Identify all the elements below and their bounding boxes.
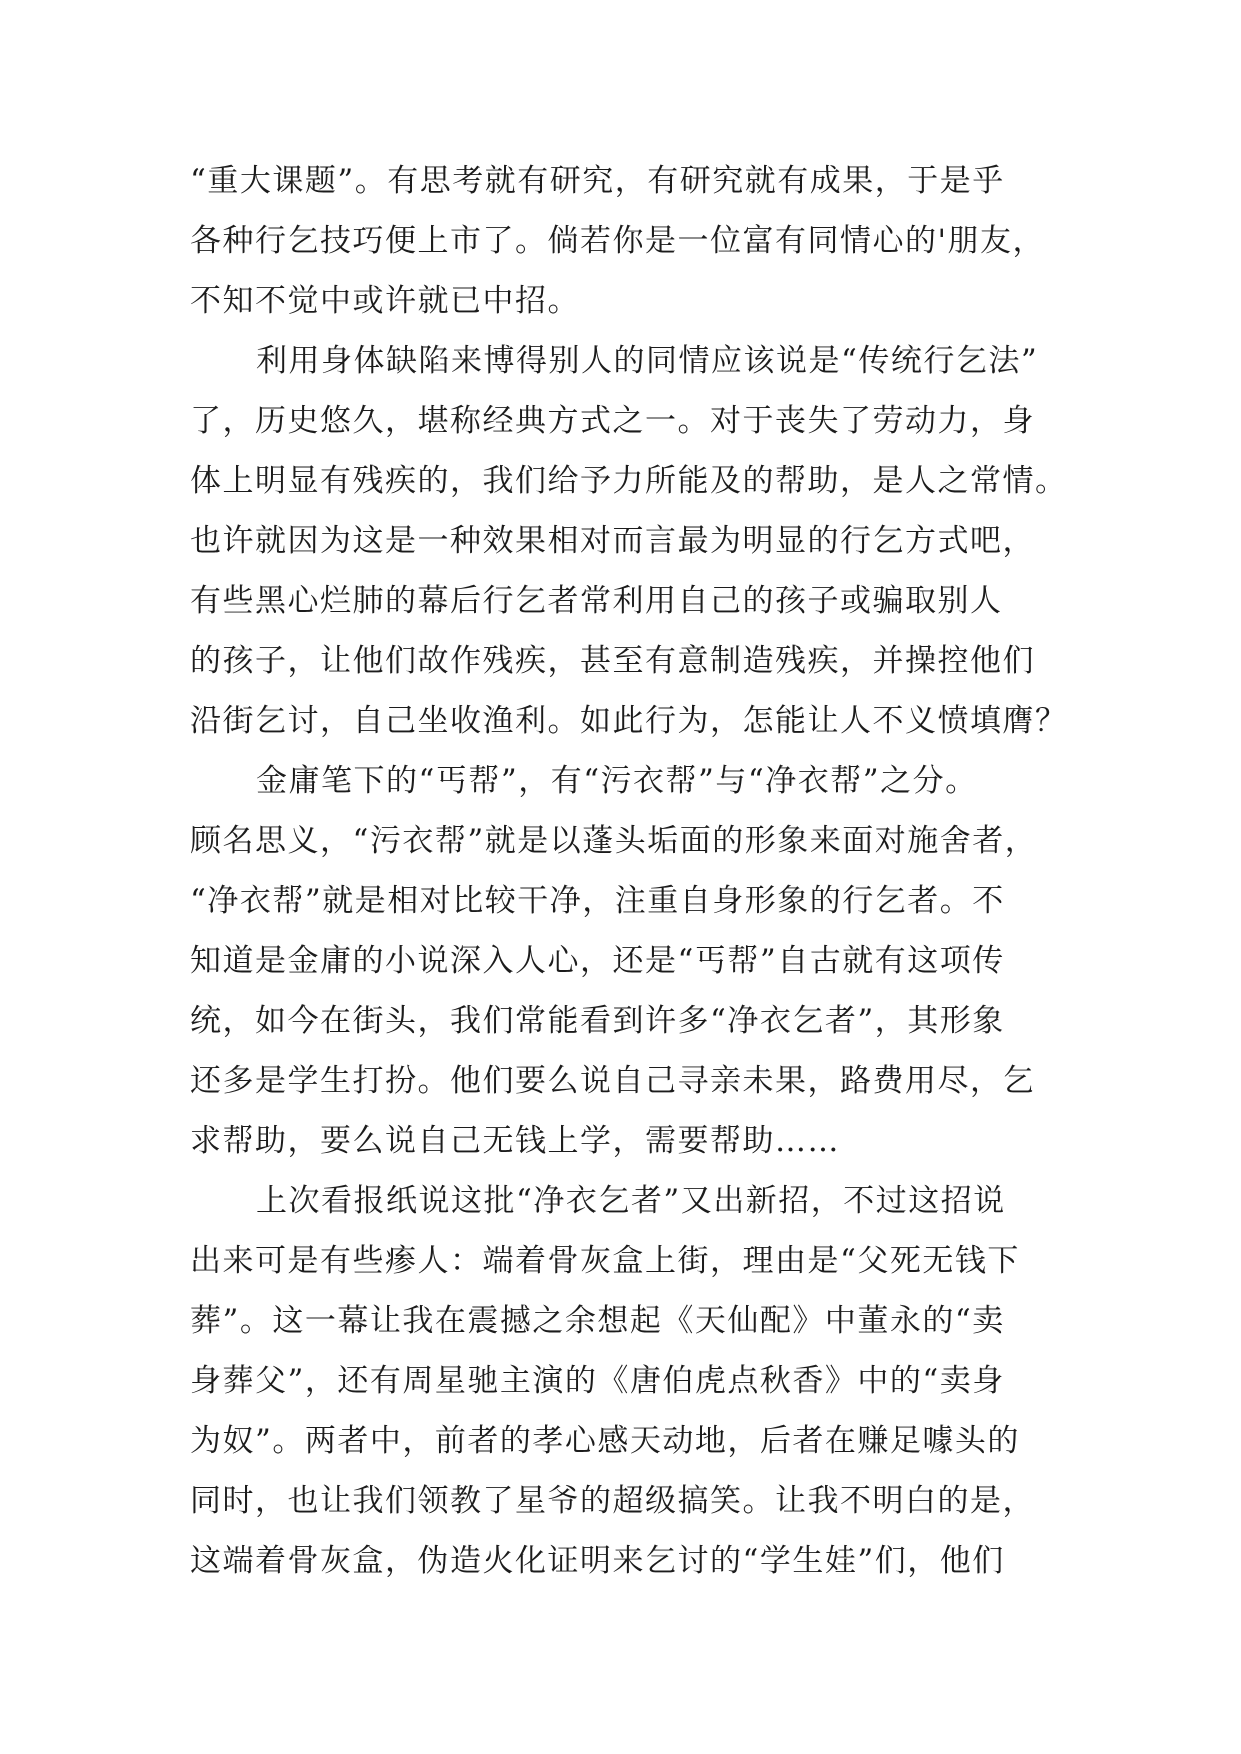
text-line: 身葬父”，还有周星驰主演的《唐伯虎点秋香》中的“卖身 [190, 1363, 1005, 1399]
text-line: 也许就因为这是一种效果相对而言最为明显的行乞方式吧， [190, 523, 1035, 559]
text-line: 知道是金庸的小说深入人心，还是“丐帮”自古就有这项传 [190, 943, 1005, 979]
text-line: 了，历史悠久，堪称经典方式之一。对于丧失了劳动力，身 [190, 403, 1035, 439]
text-line: 的孩子，让他们故作残疾，甚至有意制造残疾，并操控他们 [190, 643, 1035, 679]
text-line: “重大课题”。有思考就有研究，有研究就有成果，于是乎 [190, 163, 1005, 199]
text-line: 统，如今在街头，我们常能看到许多“净衣乞者”，其形象 [190, 1003, 1005, 1039]
text-line: 顾名思义，“污衣帮”就是以蓬头垢面的形象来面对施舍者， [190, 823, 1038, 859]
paragraph-first-line: 金庸笔下的“丐帮”，有“污衣帮”与“净衣帮”之分。 [256, 763, 978, 799]
text-line: 还多是学生打扮。他们要么说自己寻亲未果，路费用尽，乞 [190, 1063, 1035, 1099]
text-line: 有些黑心烂肺的幕后行乞者常利用自己的孩子或骗取别人 [190, 583, 1003, 619]
text-line: 求帮助，要么说自己无钱上学，需要帮助…… [190, 1123, 840, 1159]
paragraph-first-line: 上次看报纸说这批“净衣乞者”又出新招，不过这招说 [256, 1183, 1006, 1219]
text-line: 这端着骨灰盒，伪造火化证明来乞讨的“学生娃”们，他们 [190, 1543, 1005, 1579]
text-line: 葬”。这一幕让我在震撼之余想起《天仙配》中董永的“卖 [190, 1303, 1005, 1339]
text-line: 沿街乞讨，自己坐收渔利。如此行为，怎能让人不义愤填膺？ [190, 703, 1068, 739]
text-line: 不知不觉中或许就已中招。 [190, 283, 580, 319]
text-line: 各种行乞技巧便上市了。倘若你是一位富有同情心的'朋友， [190, 223, 1046, 259]
body-text [190, 151, 1090, 1591]
text-line: 出来可是有些瘆人：端着骨灰盒上街，理由是“父死无钱下 [190, 1243, 1020, 1279]
text-line: 同时，也让我们领教了星爷的超级搞笑。让我不明白的是， [190, 1483, 1035, 1519]
paragraph-first-line: 利用身体缺陷来博得别人的同情应该说是“传统行乞法” [256, 343, 1039, 379]
text-line: 体上明显有残疾的，我们给予力所能及的帮助，是人之常情。 [190, 463, 1068, 499]
text-line: “净衣帮”就是相对比较干净，注重自身形象的行乞者。不 [190, 883, 1005, 919]
text-line: 为奴”。两者中，前者的孝心感天动地，后者在赚足噱头的 [190, 1423, 1020, 1459]
